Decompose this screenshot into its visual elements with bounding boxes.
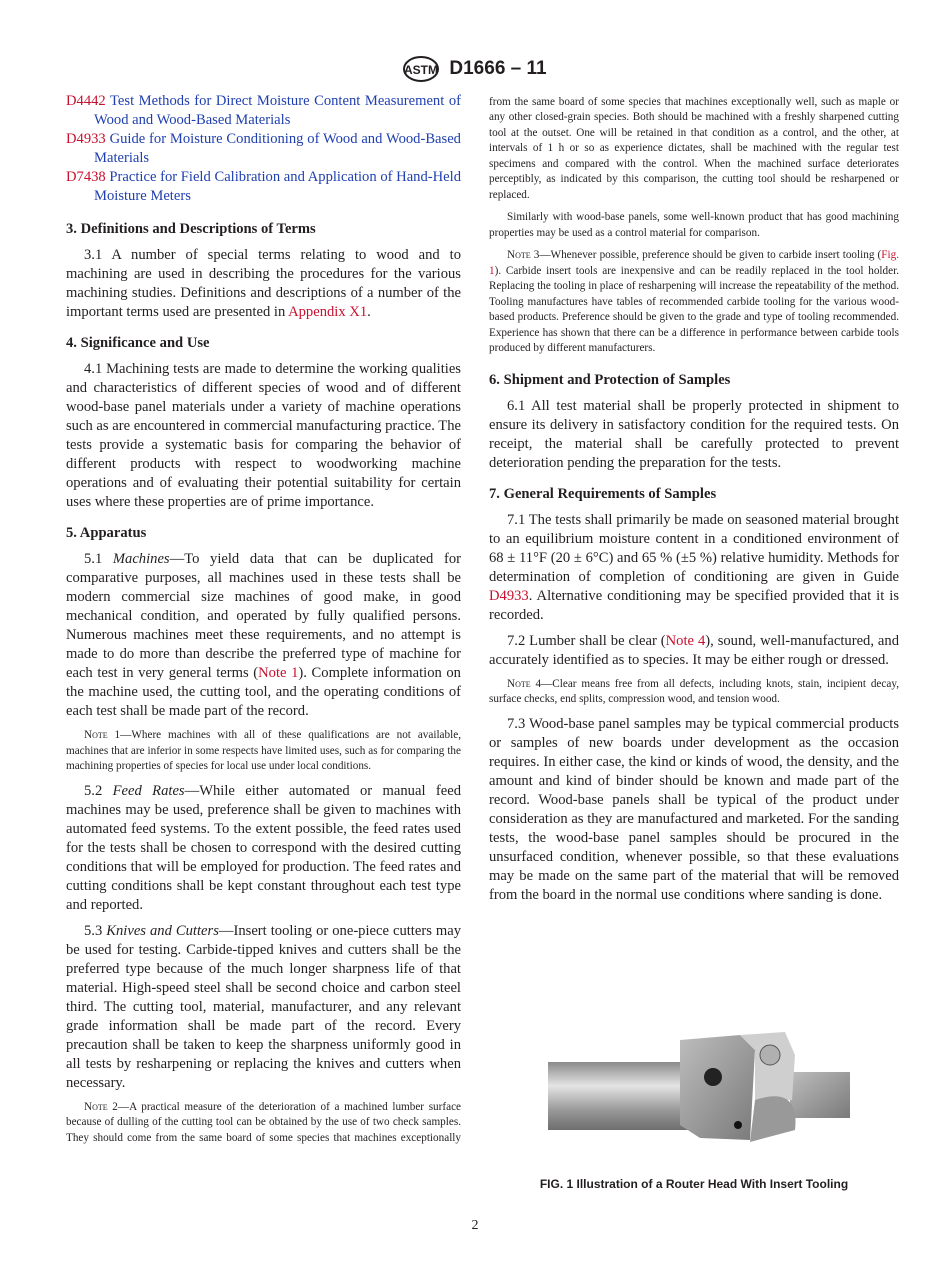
ref-title: Guide for Moisture Conditioning of Wood and Wood-Based Materials [94, 131, 461, 166]
svg-text:ASTM: ASTM [404, 63, 439, 77]
ref-title: Test Methods for Direct Moisture Content Measurement of Wood and Wood-Based Materials [94, 93, 461, 128]
ref-code-link[interactable]: D4442 [66, 93, 106, 109]
paragraph-3-1: 3.1 A number of special terms relating to wood and to machining are used in describing the procedures for the various machining studies. Definitions and descriptions of a number of the important terms used are presented in Appendix X1. [66, 247, 461, 320]
appendix-link[interactable]: Appendix X1 [288, 304, 368, 320]
note-1-link[interactable]: Note 1 [258, 665, 299, 681]
note-2-continued: from the same board of some species that machines exceptionally well, such as maple or any other closed-grain species. Both should be machined with a freshly sharpened cutting tool at the outset. One will be retained in that condition as a control, and the other, at intervals of 1 h or so as experience dictates, shall be machined with the regular test specimens and compared with the control. When the machined surface deteriorates perceptibly, as indicated by this comparison, the cutting tool should be resharpened or replaced. [489, 95, 899, 201]
ref-code-link[interactable]: D7438 [66, 169, 106, 185]
note-4: Note 4—Clear means free from all defects, including knots, stain, incipient decay, surface checks, end splits, compression wood, and tension wood. [489, 677, 899, 705]
paragraph-5-1: 5.1 Machines—To yield data that can be duplicated for comparative purposes, all machines used in these tests shall be modern commercial size machines of good make, in good mechanical condition, and operated by fully qualified persons. Numerous machines meet these requirements, and no attempt is made to do more than describe the preferred type of machine for each test in very general terms (Note 1). Complete information on the machine used, the cutting tool, and the operating conditions of each test shall be made part of the record. [66, 551, 461, 719]
ref-title: Practice for Field Calibration and Application of Hand-Held Moisture Meters [94, 169, 461, 204]
note-1: Note 1—Where machines with all of these qualifications are not available, machines that are inferior in some respects have limited uses, such as for comparing the machining properties of species for local use under local conditions. [66, 729, 461, 772]
paragraph-7-1: 7.1 The tests shall primarily be made on seasoned material brought to an equilibrium moisture content in a conditioned environment of 68 ± 11°F (20 ± 6°C) and 65 % (±5 %) relative humidity. Methods for determination of completion of conditioning are given in Guide D4933. Alternative conditioning may be specified provided that it is recorded. [489, 511, 899, 623]
section-5-heading: 5. Apparatus [66, 525, 147, 541]
right-column [489, 92, 899, 912]
section-6-heading: 6. Shipment and Protection of Samples [489, 371, 731, 388]
note-2-paragraph-2: Similarly with wood-base panels, some well-known product that has good machining properties may be used as a control material for comparison. [489, 211, 899, 239]
section-7-heading: 7. General Requirements of Samples [489, 485, 717, 502]
paragraph-6-1: 6.1 All test material shall be properly protected in shipment to ensure its delivery in satisfactory condition for the required tests. On receipt, the material shall be carefully protected to prevent deterioration pending the preparation for the tests. [489, 397, 899, 471]
page-number: 2 [471, 1218, 479, 1233]
note-3: Note 3—Whenever possible, preference should be given to carbide insert tooling (Fig. 1). Carbide insert tools are inexpensive and can be readily replaced in the tool holder. Replacing the tooling in place of resharpening will increase the repeatability of the method. Tooling manufactures have tables of recommended carbide tooling for the various wood-based products. Preference should be given to the grade and type of tooling recommended. Experience has shown that there can be a difference in performance between carbide tools produced by different manufacturers. [489, 249, 899, 354]
ref-code-link[interactable]: D4933 [66, 131, 106, 147]
reference-d4933 [66, 130, 461, 168]
astm-logo-icon [403, 56, 439, 82]
figure-caption: FIG. 1 Illustration of a Router Head With Insert Tooling [539, 1177, 849, 1191]
fig-1-link[interactable]: Fig. 1 [489, 249, 899, 277]
paragraph-4-1: 4.1 Machining tests are made to determine the working qualities and characteristics of different species of wood and of different wood-base panel materials under a variety of machine operations such as are encountered in commercial manufacturing practice. The tests provide a systematic basis for comparing the behavior of different products with respect to woodworking machine operations and of evaluating their potential suitability for certain uses where these properties are of prime importance. [66, 361, 461, 510]
designation: D1666 – 11 [449, 58, 547, 79]
note-4-link[interactable]: Note 4 [665, 632, 706, 649]
note-2: Note 2—A practical measure of the deterioration of a machined lumber surface because of dulling of the cutting tool can be obtained by the use of two check samples. They should come from the same board of some species that machines exceptionally [66, 1100, 461, 1144]
reference-d7438 [66, 168, 461, 206]
section-3-heading: 3. Definitions and Descriptions of Terms [66, 221, 316, 237]
d4933-link[interactable]: D4933 [489, 587, 529, 604]
paragraph-5-2: 5.2 Feed Rates—While either automated or manual feed machines may be used, preference shall be given to machines with automated feed systems. To the extent possible, the feed rates used for the tests shall be chosen to correspond with the desired cutting conditions that will be employed for production. The feed rates and cutting conditions shall be kept constant throughout each test type and reported. [66, 782, 461, 913]
router-head-figure [530, 1030, 890, 1160]
reference-d4442 [66, 92, 461, 130]
paragraph-5-3: 5.3 Knives and Cutters—Insert tooling or one-piece cutters may be used for testing. Carbide-tipped knives and cutters shall be the preferred type because of the much longer sharpness life of that material. High-speed steel shall be second choice and carbon steel third. The cutting tool, material, manufacturer, and any relevant grade information shall be made part of the record. Every precaution shall be taken to keep the sharpness uniformly good in all tests by resharpening or replacing the knives and cutters when necessary. [66, 922, 462, 1091]
page-header [0, 56, 950, 82]
paragraph-7-2: 7.2 Lumber shall be clear (Note 4), sound, well-manufactured, and accurately identified as to species. It may be either rough or dressed. [489, 632, 899, 668]
left-column [66, 92, 461, 1154]
section-4-heading: 4. Significance and Use [66, 335, 210, 351]
paragraph-7-3: 7.3 Wood-base panel samples may be typical commercial products or samples of new boards under development as the occasion requires. In either case, the kind or kinds of wood, the density, and the amount and kind of binder should be known and made part of the record. Wood-base panels shall be typical of the product under consideration as they are manufactured and marketed. For the sanding tests, the wood-base panel samples should be procured in the unsurfaced condition, whenever possible, so that these evaluations may be made on the same part of the material that will be removed from the board in the normal use conditions where sanding is done. [489, 715, 899, 903]
